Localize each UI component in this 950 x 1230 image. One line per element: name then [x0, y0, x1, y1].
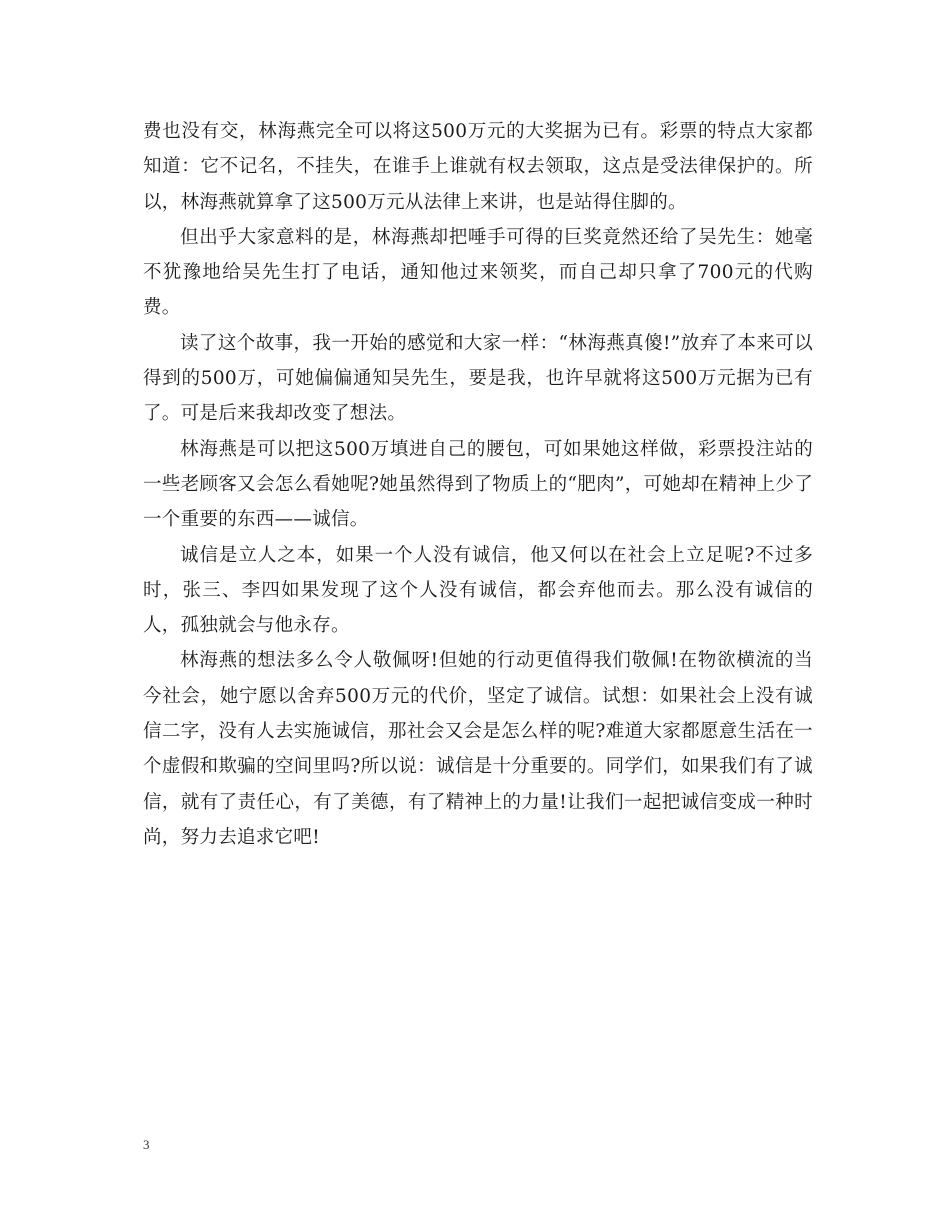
paragraph-4: 林海燕是可以把这500万填进自己的腰包，可如果她这样做，彩票投注站的一些老顾客又会怎么看她呢?她虽然得到了物质上的“肥肉”，可她却在精神上少了一个重要的东西——诚信。 [143, 438, 813, 531]
paragraph-6: 林海燕的想法多么令人敬佩呀!但她的行动更值得我们敬佩!在物欲横流的当今社会，她宁愿以舍弃500万元的代价，坚定了诚信。试想：如果社会上没有诚信二字，没有人去实施诚信，那社会又会是怎么样的呢?难道大家都愿意生活在一个虚假和欺骗的空间里吗?所以说：诚信是十分重要的。同学们，如果我们有了诚信，就有了责任心，有了美德，有了精神上的力量!让我们一起把诚信变成一种时尚，努力去追求它吧! [143, 650, 813, 848]
paragraph-2: 但出乎大家意料的是，林海燕却把唾手可得的巨奖竟然还给了吴先生：她毫不犹豫地给吴先生打了电话，通知他过来领奖，而自己却只拿了700元的代购费。 [143, 226, 813, 319]
paragraph-5: 诚信是立人之本，如果一个人没有诚信，他又何以在社会上立足呢?不过多时，张三、李四如果发现了这个人没有诚信，都会弃他而去。那么没有诚信的人，孤独就会与他永存。 [143, 544, 813, 637]
paragraph-3: 读了这个故事，我一开始的感觉和大家一样：“林海燕真傻!”放弃了本来可以得到的500万，可她偏偏通知吴先生，要是我，也许早就将这500万元据为已有了。可是后来我却改变了想法。 [143, 332, 813, 425]
body-text [143, 114, 813, 855]
page-number: 3 [143, 1137, 150, 1152]
paragraph-1: 费也没有交，林海燕完全可以将这500万元的大奖据为已有。彩票的特点大家都知道：它不记名，不挂失，在谁手上谁就有权去领取，这点是受法律保护的。所以，林海燕就算拿了这500万元从法律上来讲，也是站得住脚的。 [143, 121, 813, 213]
